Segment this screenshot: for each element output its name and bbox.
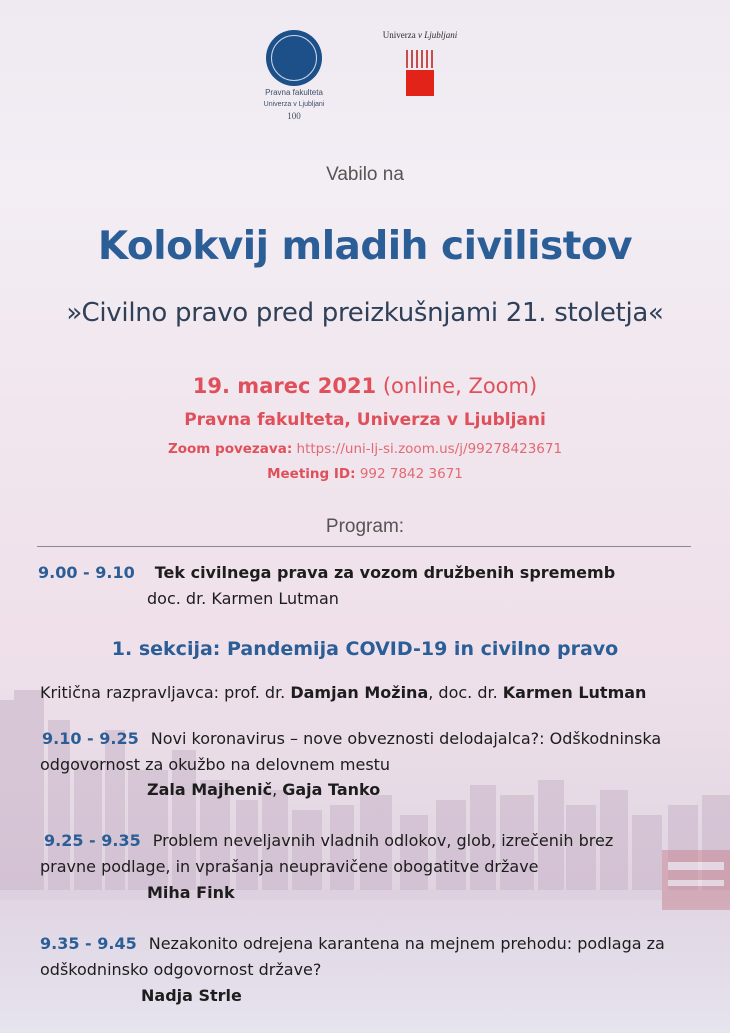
talk-title: Tek civilnega prava za vozom družbenih sprememb bbox=[154, 563, 616, 582]
section-title: 1. sekcija: Pandemija COVID-19 in civilno pravo bbox=[111, 638, 619, 660]
program-heading: Program: bbox=[325, 516, 405, 537]
zoom-link[interactable]: https://uni-lj-si.zoom.us/j/99278423671 bbox=[292, 441, 563, 457]
talk-2-line2: pravne podlage, in vprašanja neupravičene obogatitve države bbox=[40, 857, 539, 876]
talk-3-line2: odškodninsko odgovornost države? bbox=[40, 960, 322, 979]
talk-2-speaker: Miha Fink bbox=[147, 883, 235, 902]
talk-1-line2: odgovornost za okužbo na delovnem mestu bbox=[40, 755, 391, 774]
faculty-logo-line2: Univerza v Ljubljani bbox=[263, 101, 325, 108]
talk-time: 9.00 - 9.10 bbox=[38, 563, 135, 582]
university-emblem-icon bbox=[406, 50, 434, 96]
talk-2-line1: 9.25 - 9.35 Problem neveljavnih vladnih odlokov, glob, izrečenih brez bbox=[44, 831, 614, 850]
faculty-logo-line1: Pravna fakulteta bbox=[265, 88, 323, 97]
discussants: Kritična razpravljavca: prof. dr. Damjan Možina, doc. dr. Karmen Lutman bbox=[40, 683, 647, 702]
faculty-logo-number: 100 bbox=[287, 111, 301, 121]
talk-1-speakers: Zala Majhenič, Gaja Tanko bbox=[147, 780, 381, 799]
meeting-id-line bbox=[0, 466, 730, 482]
event-subtitle: »Civilno pravo pred preizkušnjami 21. stoletja« bbox=[66, 298, 664, 328]
university-logo-text: Univerza v Ljubljani bbox=[382, 30, 458, 40]
zoom-link-line bbox=[0, 441, 730, 457]
talk-3-speaker: Nadja Strle bbox=[141, 986, 242, 1005]
zoom-link-label: Zoom povezava: bbox=[167, 441, 293, 457]
event-venue: Pravna fakulteta, Univerza v Ljubljani bbox=[184, 410, 546, 430]
event-title: Kolokvij mladih civilistov bbox=[97, 224, 633, 269]
event-date: 19. marec 2021 (online, Zoom) bbox=[192, 374, 538, 398]
university-logo bbox=[372, 30, 468, 96]
opening-talk bbox=[38, 563, 615, 582]
faculty-logo bbox=[262, 30, 326, 121]
invitation-lead: Vabilo na bbox=[326, 164, 404, 185]
opening-speaker: doc. dr. Karmen Lutman bbox=[147, 589, 339, 608]
talk-1-line1: 9.10 - 9.25 Novi koronavirus – nove obveznosti delodajalca?: Odškodninska bbox=[42, 729, 662, 748]
program-divider bbox=[37, 546, 691, 547]
meeting-id-label: Meeting ID: bbox=[267, 466, 356, 482]
talk-3-line1: 9.35 - 9.45 Nezakonito odrejena karantena na mejnem prehodu: podlaga za bbox=[40, 934, 665, 953]
faculty-seal-icon bbox=[266, 30, 322, 86]
meeting-id: 992 7842 3671 bbox=[355, 466, 463, 482]
